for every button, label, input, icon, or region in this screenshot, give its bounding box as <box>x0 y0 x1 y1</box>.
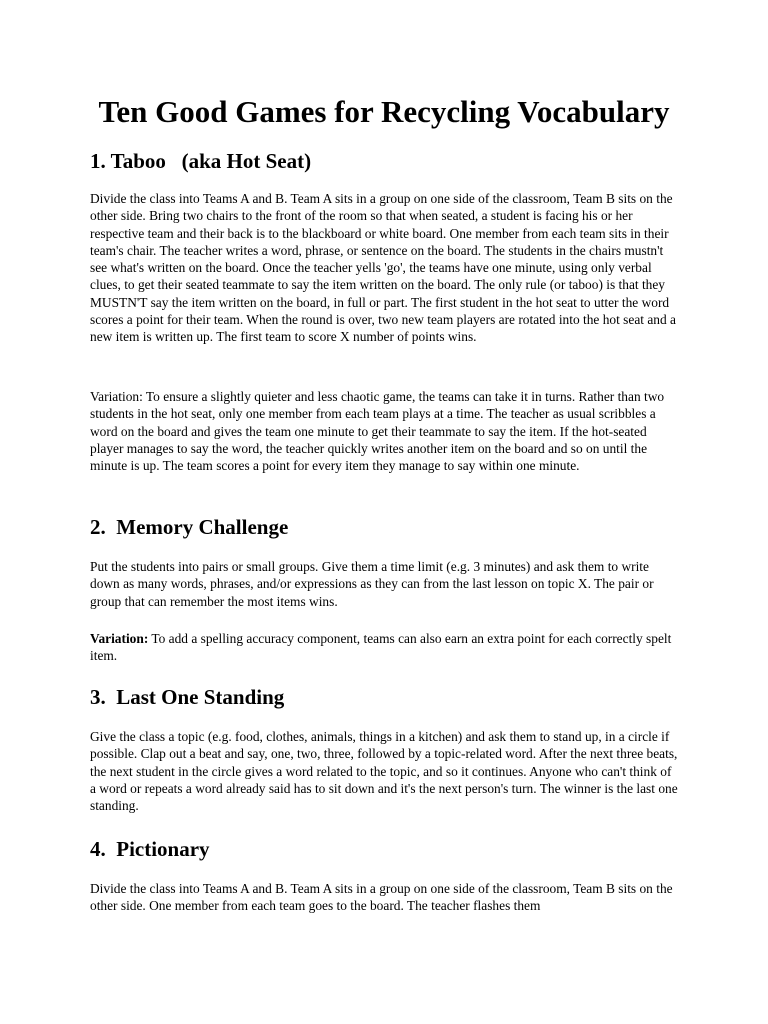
section-heading-pictionary: 4. Pictionary <box>90 837 210 861</box>
paragraph-text: Divide the class into Teams A and B. Team A sits in a group on one side of the classroom, Team B sits on the other side. Bring two chairs to the front of the room so that when seated, a student is facing his or her respective team and their back is to the blackboard or white board. One member from each team sits in their team's chair. The teacher writes a word, phrase, or sentence on the board. The students in the chairs mustn't see what's written on the board. Once the teacher yells 'go', the teams have one minute, using only verbal clues, to get their seated teammate to say the item written on the board. The only rule (or taboo) is that they MUSTN'T say the item written on the board, in full or part. The first student in the hot seat to utter the word scores a point for their team. When the round is over, two new team players are rotated into the hot seat and a new item is written up. The first team to score X number of points wins. <box>90 191 676 345</box>
section-heading-memory-challenge: 2. Memory Challenge <box>90 515 289 539</box>
paragraph <box>90 558 678 610</box>
document-title: Ten Good Games for Recycling Vocabulary <box>98 94 670 129</box>
paragraph <box>90 630 678 665</box>
paragraph-text: Divide the class into Teams A and B. Team A sits in a group on one side of the classroom, Team B sits on the other side. One member from each team goes to the board. The teacher flashes them <box>90 881 673 914</box>
section-heading-taboo: 1. Taboo (aka Hot Seat) <box>90 149 312 173</box>
paragraph <box>90 388 678 474</box>
paragraph <box>90 190 678 346</box>
paragraph <box>90 880 678 915</box>
section-heading-last-one-standing: 3. Last One Standing <box>90 685 285 709</box>
paragraph <box>90 728 678 814</box>
paragraph-text: Variation: To ensure a slightly quieter and less chaotic game, the teams can take it in turns. Rather than two students in the hot seat, only one member from each team plays at a time. The teacher as usual scribbles a word on the board and gives the team one minute to get their teammate to say the item. If the hot-seated player manages to say the word, the teacher quickly writes another item on the board and so on until the minute is up. The team scores a point for every item they manage to say within one minute. <box>90 389 665 474</box>
paragraph-text: To add a spelling accuracy component, teams can also earn an extra point for each correctly spelt item. <box>90 631 672 664</box>
paragraph-lead: Variation: <box>90 631 149 646</box>
paragraph-text: Put the students into pairs or small groups. Give them a time limit (e.g. 3 minutes) and ask them to write down as many words, phrases, and/or expressions as they can from the last lesson on topic X. The pair or group that can remember the most items wins. <box>90 559 654 609</box>
paragraph-text: Give the class a topic (e.g. food, clothes, animals, things in a kitchen) and ask them to stand up, in a circle if possible. Clap out a beat and say, one, two, three, followed by a topic-related word. After the next three beats, the next student in the circle gives a word related to the topic, and so it continues. Anyone who can't think of a word or repeats a word already said has to sit down and it's the next person's turn. The winner is the last one standing. <box>90 729 678 814</box>
